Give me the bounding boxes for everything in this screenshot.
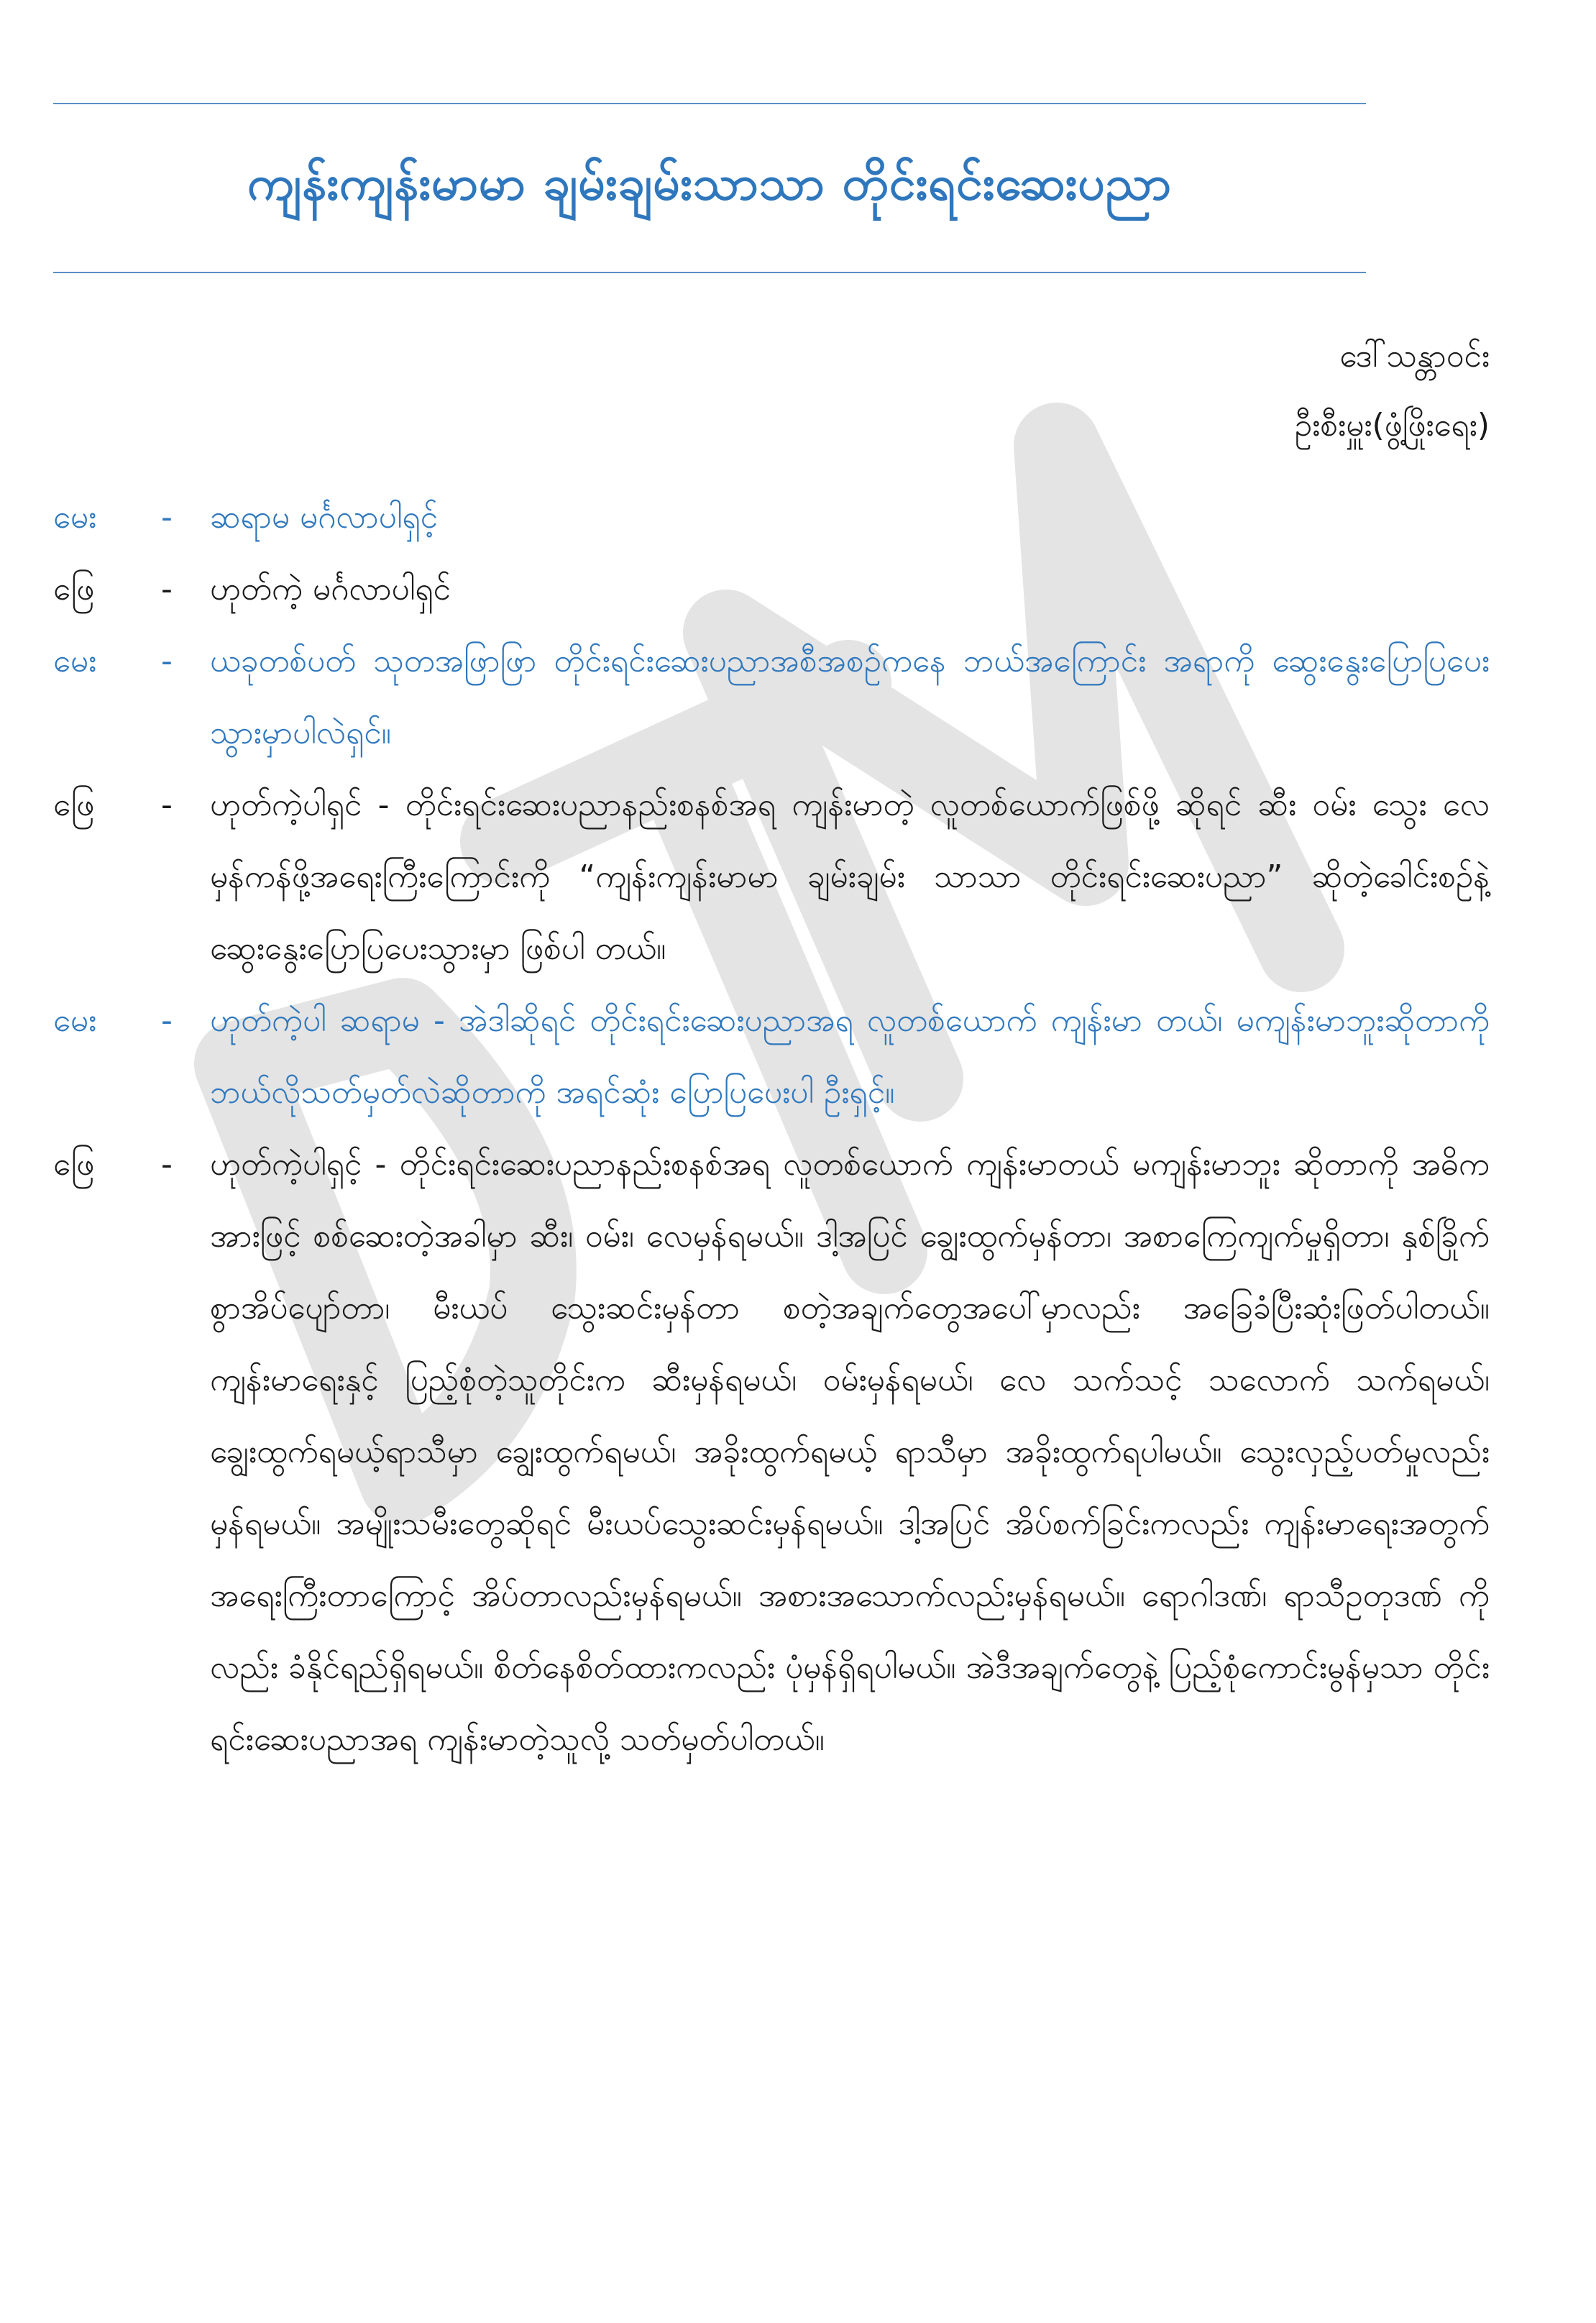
speaker-label: ဖြေ — [53, 787, 95, 823]
qa-entry — [53, 482, 1490, 554]
document-title: ကျန်းကျန်းမာမာ ချမ်းချမ်းသာသာ တိုင်းရင်းဆေးပညာ — [247, 155, 1172, 211]
qa-list — [53, 482, 1490, 1776]
top-rule — [53, 103, 1366, 104]
entry-text: ဟုတ်ကဲ့ပါရှင် - တိုင်းရင်းဆေးပညာနည်းစနစ်အရ ကျန်းမာတဲ့ လူတစ်ယောက်ဖြစ်ဖို့ ဆိုရင် ဆီး ဝမ်း သွေး လေ မှန်ကန်ဖို့အရေးကြီးကြောင်းကို “ကျန်းကျန်းမာမာ ချမ်းချမ်း သာသာ တိုင်းရင်းဆေးပညာ” ဆိုတဲ့ခေါင်းစဉ်နဲ့ ဆွေးနွေးပြောပြပေးသွားမှာ ဖြစ်ပါ တယ်။ — [210, 787, 1490, 967]
speaker-label: မေး — [53, 1002, 97, 1039]
author-name: ဒေါ်သန္တာဝင်း — [1339, 338, 1490, 375]
speaker-label: မေး — [53, 499, 97, 536]
qa-entry — [53, 1129, 1490, 1776]
author-block — [1295, 322, 1490, 460]
author-role: ဦးစီးမှူး(ဖွံ့ဖြိုးရေး) — [1294, 407, 1490, 444]
qa-entry — [53, 769, 1490, 985]
qa-entry — [53, 626, 1490, 769]
separator-dash: - — [161, 1146, 173, 1183]
speaker-label: ဖြေ — [53, 1146, 95, 1183]
qa-entry — [53, 554, 1490, 626]
separator-dash: - — [161, 643, 173, 679]
qa-entry — [53, 985, 1490, 1129]
entry-text: ဟုတ်ကဲ့ပါ ဆရာမ - အဲဒါဆိုရင် တိုင်းရင်းဆေးပညာအရ လူတစ်ယောက် ကျန်းမာ တယ်၊ မကျန်းမာဘူးဆိုတာကို ဘယ်လိုသတ်မှတ်လဲဆိုတာကို အရင်ဆုံး ပြောပြပေးပါ ဦးရှင့်။ — [210, 1002, 1490, 1111]
separator-dash: - — [161, 499, 173, 536]
separator-dash: - — [161, 787, 173, 823]
bottom-rule — [53, 272, 1366, 273]
entry-text: ဆရာမ မင်္ဂလာပါရှင့် — [210, 499, 439, 536]
separator-dash: - — [161, 571, 173, 608]
entry-text: ဟုတ်ကဲ့ပါရှင့် - တိုင်းရင်းဆေးပညာနည်းစနစ်အရ လူတစ်ယောက် ကျန်းမာတယ် မကျန်းမာဘူး ဆိုတာကို အဓိကအားဖြင့် စစ်ဆေးတဲ့အခါမှာ ဆီး၊ ဝမ်း၊ လေမှန်ရမယ်။ ဒါ့အပြင် ချွေးထွက်မှန်တာ၊ အစာကြေကျက်မှုရှိတာ၊ နှစ်ခြိုက်စွာအိပ်ပျော်တာ၊ မီးယပ် သွေးဆင်းမှန်တာ စတဲ့အချက်တွေအပေါ်မှာလည်း အခြေခံပြီးဆုံးဖြတ်ပါတယ်။ ကျန်းမာရေးနှင့် ပြည့်စုံတဲ့သူတိုင်းက ဆီးမှန်ရမယ်၊ ဝမ်းမှန်ရမယ်၊ လေ သက်သင့် သလောက် သက်ရမယ်၊ ချွေးထွက်ရမယ့်ရာသီမှာ ချွေးထွက်ရမယ်၊ အခိုးထွက်ရမယ့် ရာသီမှာ အခိုးထွက်ရပါမယ်။ သွေးလှည့်ပတ်မှုလည်း မှန်ရမယ်။ အမျိုးသမီးတွေဆိုရင် မီးယပ်သွေးဆင်းမှန်ရမယ်။ ဒါ့အပြင် အိပ်စက်ခြင်းကလည်း ကျန်းမာရေးအတွက် အရေးကြီးတာကြောင့် အိပ်တာလည်းမှန်ရမယ်။ အစားအသောက်လည်းမှန်ရမယ်။ ရောဂါဒဏ်၊ ရာသီဥတုဒဏ် ကိုလည်း ခံနိုင်ရည်ရှိရမယ်။ စိတ်နေစိတ်ထားကလည်း ပုံမှန်ရှိရပါမယ်။ အဲဒီအချက်တွေနဲ့ ပြည့်စုံကောင်းမွန်မှသာ တိုင်းရင်းဆေးပညာအရ ကျန်းမာတဲ့သူလို့ သတ်မှတ်ပါတယ်။ — [210, 1146, 1490, 1758]
entry-text: ယခုတစ်ပတ် သုတအဖြာဖြာ တိုင်းရင်းဆေးပညာအစီအစဉ်ကနေ ဘယ်အကြောင်း အရာကို ဆွေးနွေးပြောပြပေးသွားမှာပါလဲရှင်။ — [210, 643, 1490, 751]
entry-text: ဟုတ်ကဲ့ မင်္ဂလာပါရှင် — [210, 571, 451, 608]
speaker-label: မေး — [53, 643, 97, 679]
speaker-label: ဖြေ — [53, 571, 95, 608]
separator-dash: - — [161, 1002, 173, 1039]
